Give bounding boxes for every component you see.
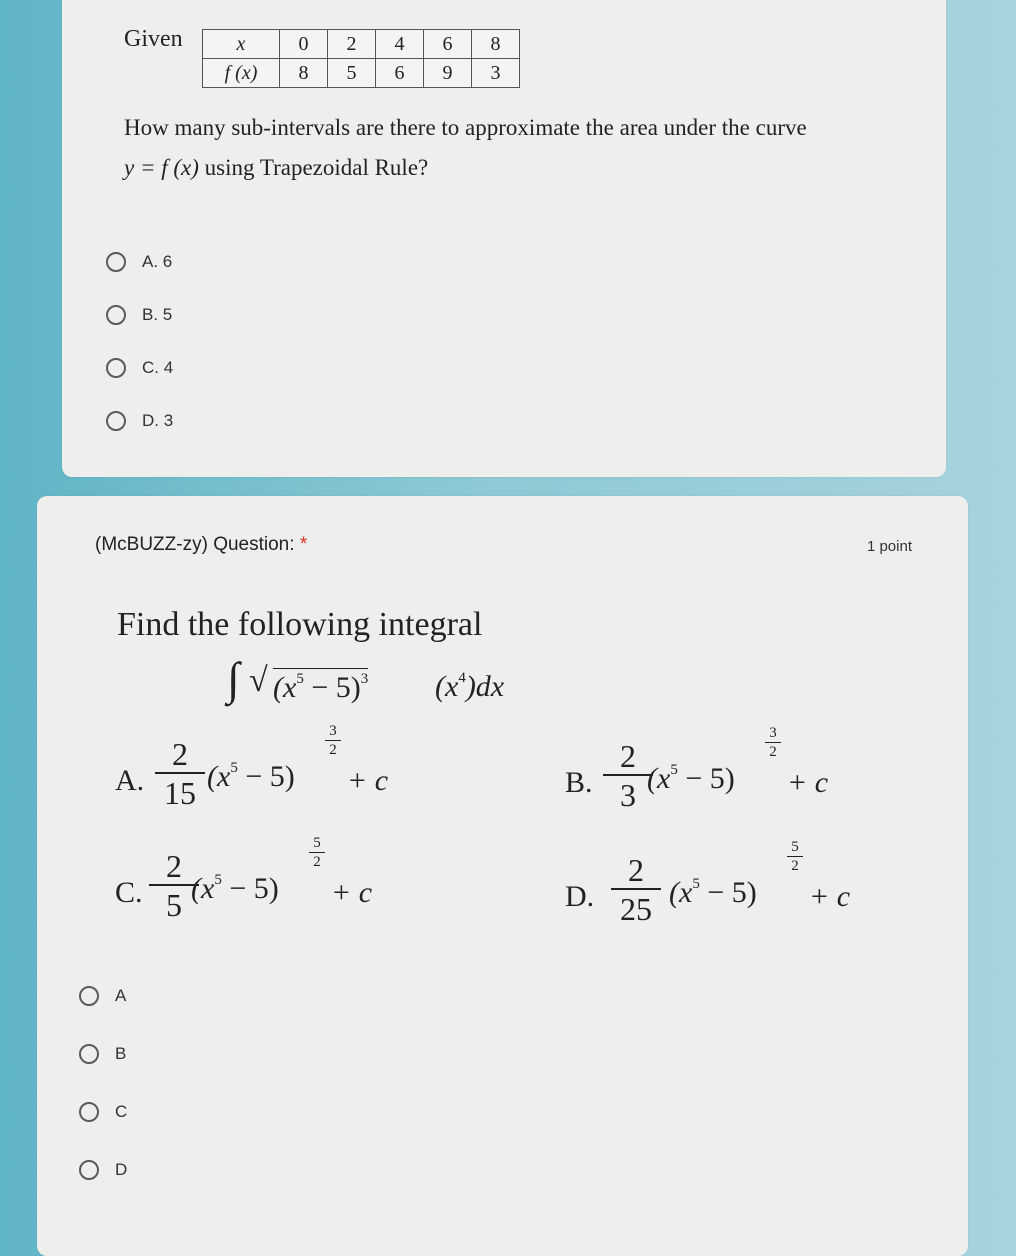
option-label: A. 6: [142, 252, 173, 271]
table-cell: 6: [376, 59, 424, 88]
exponent-numerator: 5: [309, 834, 325, 853]
points-label: 1 point: [866, 538, 912, 555]
base-open: (x: [647, 762, 671, 795]
base-rest: − 5): [677, 762, 735, 795]
fraction-numerator: 2: [603, 738, 653, 776]
table-cell: 5: [328, 59, 376, 88]
fraction-denominator: 25: [620, 891, 652, 927]
base-rest: − 5): [237, 760, 295, 793]
table-cell: 3: [472, 59, 520, 88]
tail-exponent: 4: [458, 670, 466, 686]
exponent-denominator: 2: [791, 858, 799, 874]
radio-button[interactable]: [79, 1044, 99, 1064]
exponent-denominator: 2: [329, 742, 337, 758]
table-cell: 8: [472, 30, 520, 59]
option-label: C: [115, 1102, 128, 1121]
question-line-2-text: using Trapezoidal Rule?: [204, 155, 429, 180]
plus-constant: + c: [347, 764, 389, 797]
radio-button[interactable]: [79, 1102, 99, 1122]
power-expression: [207, 760, 295, 794]
power-expression: [669, 876, 757, 910]
integral-prompt: Find the following integral: [117, 606, 483, 643]
radio-button[interactable]: [106, 252, 126, 272]
answer-label: B.: [565, 766, 593, 799]
integral-sign: ∫: [227, 653, 240, 704]
radicand: [273, 668, 368, 705]
exponent-numerator: 3: [325, 722, 341, 741]
base-open: (x: [191, 872, 215, 905]
option-label: B: [115, 1044, 127, 1063]
table-cell: 0: [280, 30, 328, 59]
base-exponent: 5: [230, 760, 238, 776]
answer-label: A.: [115, 764, 145, 797]
answer-label: C.: [115, 876, 143, 909]
table-cell: 2: [328, 30, 376, 59]
fraction-exponent: [787, 838, 803, 875]
table-header-x: x: [203, 30, 280, 59]
tail-open: (x: [435, 670, 459, 703]
tail-close: )dx: [465, 670, 505, 703]
table-header-fx: f (x): [203, 59, 280, 88]
option-row-a[interactable]: [106, 252, 172, 272]
answer-expression-c: [115, 835, 455, 938]
option-row-c[interactable]: [79, 1102, 127, 1122]
table-row: [203, 30, 520, 59]
plus-constant: + c: [787, 766, 829, 799]
exponent-denominator: 2: [313, 854, 321, 870]
radical-sign: √: [249, 662, 268, 699]
fraction-denominator: 5: [166, 887, 182, 923]
question-card-integral: [37, 496, 968, 1256]
base-rest: − 5): [699, 876, 757, 909]
option-row-b[interactable]: [106, 305, 172, 325]
radicand-base: (x: [273, 671, 297, 704]
radio-button[interactable]: [106, 305, 126, 325]
question-text: [124, 108, 924, 188]
fraction-numerator: 2: [155, 736, 205, 774]
answer-expression-b: [565, 725, 895, 828]
fraction-denominator: 3: [620, 777, 636, 813]
exponent-numerator: 3: [765, 724, 781, 743]
radio-button[interactable]: [106, 358, 126, 378]
question-card-trapezoidal: [62, 0, 946, 477]
option-row-b[interactable]: [79, 1044, 126, 1064]
radio-button[interactable]: [79, 1160, 99, 1180]
base-exponent: 5: [692, 876, 700, 892]
given-label: Given: [124, 26, 183, 52]
question-line-2: [124, 148, 924, 188]
option-row-a[interactable]: [79, 986, 126, 1006]
option-label: B. 5: [142, 305, 173, 324]
radicand-rest: − 5): [303, 671, 361, 704]
function-values-table: [202, 29, 520, 88]
answer-label: D.: [565, 880, 595, 913]
plus-constant: + c: [331, 876, 373, 909]
fraction-exponent: [765, 724, 781, 761]
coefficient-fraction: [611, 852, 661, 928]
option-label: D: [115, 1160, 128, 1179]
integrand-tail: [435, 670, 504, 704]
fraction-exponent: [325, 722, 341, 759]
table-cell: 6: [424, 30, 472, 59]
question-line-1: How many sub-intervals are there to approximate the area under the curve: [124, 115, 807, 140]
radicand-cube: 3: [360, 671, 369, 687]
power-expression: [191, 872, 279, 906]
exponent-denominator: 2: [769, 744, 777, 760]
option-label: D. 3: [142, 411, 174, 430]
question-title-text: (McBUZZ-zy) Question:: [95, 534, 295, 555]
question-function-notation: y = f (x): [124, 155, 199, 180]
base-exponent: 5: [214, 872, 222, 888]
fraction-numerator: 2: [149, 848, 199, 886]
table-cell: 8: [280, 59, 328, 88]
power-expression: [647, 762, 735, 796]
option-row-d[interactable]: [106, 411, 173, 431]
question-title: [95, 534, 307, 556]
coefficient-fraction: [603, 738, 653, 814]
radio-button[interactable]: [106, 411, 126, 431]
base-rest: − 5): [221, 872, 279, 905]
exponent-numerator: 5: [787, 838, 803, 857]
table-cell: 9: [424, 59, 472, 88]
coefficient-fraction: [155, 736, 205, 812]
fraction-numerator: 2: [611, 852, 661, 890]
radicand-exponent: 5: [296, 671, 304, 687]
option-row-c[interactable]: [106, 358, 173, 378]
required-asterisk: *: [299, 534, 308, 555]
option-label: C. 4: [142, 358, 174, 377]
fraction-denominator: 15: [164, 775, 196, 811]
base-open: (x: [207, 760, 231, 793]
answer-expression-a: [115, 723, 455, 826]
base-open: (x: [669, 876, 693, 909]
table-cell: 4: [376, 30, 424, 59]
option-label: A: [115, 986, 127, 1005]
plus-constant: + c: [809, 880, 851, 913]
answer-expression-d: [565, 839, 905, 942]
option-row-d[interactable]: [79, 1160, 127, 1180]
base-exponent: 5: [670, 762, 678, 778]
fraction-exponent: [309, 834, 325, 871]
radio-button[interactable]: [79, 986, 99, 1006]
table-row: [203, 59, 520, 88]
